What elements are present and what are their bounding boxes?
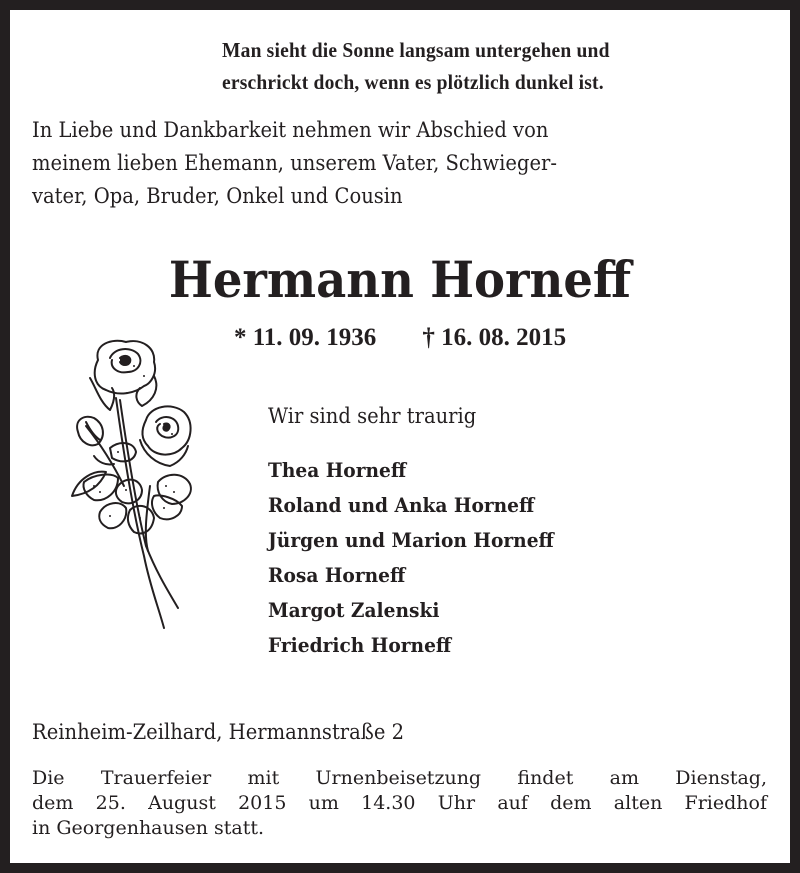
mourner-name: Thea Horneff: [268, 458, 407, 482]
mourner-name: Jürgen und Marion Horneff: [268, 528, 554, 552]
mourner-name: Roland und Anka Horneff: [268, 493, 535, 517]
funeral-service-info: [32, 766, 767, 841]
intro-line: meinem lieben Ehemann, unserem Vater, Schwieger-: [32, 151, 557, 175]
service-line: in Georgenhausen statt.: [32, 817, 265, 839]
mourning-statement: Wir sind sehr traurig: [268, 404, 477, 428]
mourner-name: Friedrich Horneff: [268, 633, 452, 657]
motto-quote: [222, 34, 610, 98]
intro-text: [32, 114, 557, 213]
deceased-name: Hermann Horneff: [168, 250, 632, 309]
mourner-name: Rosa Horneff: [268, 563, 406, 587]
rose-bouquet-icon: [54, 336, 204, 636]
service-line: Die Trauerfeier mit Urnenbeisetzung findet am Dienstag,: [32, 767, 767, 789]
intro-line: In Liebe und Dankbarkeit nehmen wir Abschied von: [32, 118, 549, 142]
intro-line: vater, Opa, Bruder, Onkel und Cousin: [32, 184, 403, 208]
obituary-notice: [10, 10, 790, 863]
family-address: Reinheim-Zeilhard, Hermannstraße 2: [32, 720, 405, 744]
mourners-list: [268, 453, 554, 663]
service-line: dem 25. August 2015 um 14.30 Uhr auf dem alten Friedhof: [32, 792, 767, 814]
motto-line: erschrickt doch, wenn es plötzlich dunkel ist.: [222, 70, 604, 94]
motto-line: Man sieht die Sonne langsam untergehen und: [222, 38, 610, 62]
death-date: † 16. 08. 2015: [422, 324, 567, 351]
birth-date: * 11. 09. 1936: [233, 324, 377, 351]
mourner-name: Margot Zalenski: [268, 598, 440, 622]
